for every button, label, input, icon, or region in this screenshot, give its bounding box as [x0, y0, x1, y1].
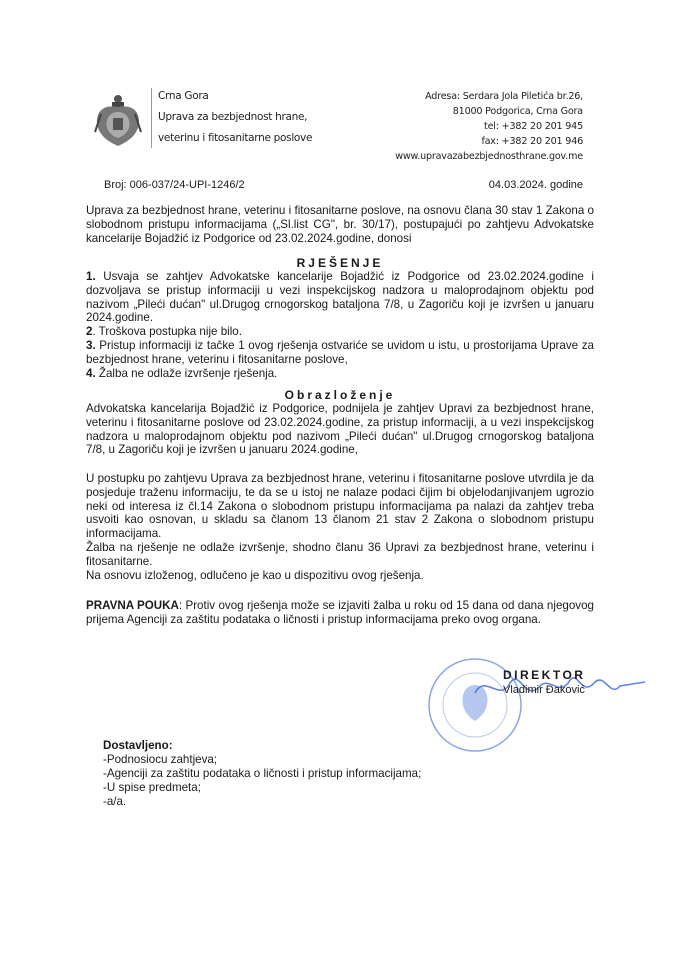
delivery-list [103, 739, 421, 809]
item-number: 3. [86, 338, 96, 352]
organization-name [158, 86, 312, 149]
delivery-item: -U spise predmeta; [103, 781, 201, 794]
decision-item [86, 325, 594, 339]
delivery-item: -Podnosiocu zahtjeva; [103, 753, 218, 766]
header-divider [151, 88, 152, 148]
delivery-item: -Agenciji za zaštitu podataka o ličnosti i pristup informacijama; [103, 767, 422, 780]
address-line: Adresa: Serdara Jola Piletića br.26, [425, 91, 583, 102]
item-text: Usvaja se zahtjev Advokatske kancelarije Bojadžić iz Podgorice od 23.02.2024.godine i dozvoljava se pristup informaciji u vezi inspekcijskog nadzora u maloprodajnom objektu pod nazivom „Pileći dućan" ul.Drugog crnogorskog bataljona 7/8, u Zagoriču koji je izvršen u januaru 2024.godine. [86, 270, 594, 325]
item-number: 4. [86, 366, 96, 380]
reference-number: Broj: 006-037/24-UPI-1246/2 [104, 179, 245, 191]
reasoning-paragraph-1: Advokatska kancelarija Bojadžić iz Podgorice, podnijela je zahtjev Upravi za bezbjednost hrane, veterinu i fitosanitarne poslove od 23.02.2024.godine, za pristup informaciji, a u vezi inspekcijskog nadzora u maloprodajnom objektu pod nazivom „Pileći dućan" ul.Drugog crnogorskog bataljona 7/8, u Zagoriču koji je izvršen u januaru 2024.godine, [86, 402, 594, 457]
org-line: Uprava za bezbjednost hrane, [158, 111, 308, 123]
item-text: Žalba ne odlaže izvršenje rješenja. [95, 366, 278, 380]
decision-item [86, 270, 594, 325]
intro-paragraph: Uprava za bezbjednost hrane, veterinu i fitosanitarne poslove, na osnovu člana 30 stav 1 Zakona o slobodnom pristupu informacijama („Sl.list CG", br. 30/17), postupajući po zahtjevu Advokatske kancelarije Bojadžić iz Podgorice od 23.02.2024.godine, donosi [86, 204, 594, 245]
item-text: Pristup informaciji iz tačke 1 ovog rješenja ostvariće se uvidom u istu, u prostorijama Uprave za bezbjednost hrane, veterinu i fitosanitarne poslove, [86, 338, 594, 366]
delivery-label: Dostavljeno: [103, 739, 173, 752]
decision-item [86, 339, 594, 367]
reasoning-paragraph-2: U postupku po zahtjevu Uprava za bezbjednost hrane, veterinu i fitosanitarne poslove utvrdila je da posjeduje traženu informaciju, te da se u istoj ne nalaze podaci čijim bi objelodanjivanjem ugrozio neki od interesa iz čl.14 Zakona o slobodnom pristupu informacijama pa nalazi da zahtjev treba usvoiti kao osnovan, u skladu sa članom 13 članom 21 stav 2 Zakona o slobodnom pristupu informacijama. [86, 472, 594, 541]
coat-of-arms-logo [93, 92, 143, 150]
legal-notice-text: : Protiv ovog rješenja može se izjaviti žalba u roku od 15 dana od dana njegovog prijema Agenciji za zaštitu podataka o ličnosti i pristup informacijama preko ovog organa. [86, 599, 594, 626]
delivery-item: -a/a. [103, 795, 127, 808]
legal-notice [86, 599, 594, 627]
reasoning-body [86, 472, 594, 582]
item-number: 1. [86, 270, 96, 283]
contact-address [395, 89, 583, 164]
fax: fax: +382 20 201 946 [481, 136, 583, 147]
org-line: veterinu i fitosanitarne poslove [158, 132, 313, 144]
decision-item [86, 367, 594, 381]
signatory-name: Vladimir Đaković [503, 684, 585, 696]
item-text: . Troškova postupka nije bilo. [92, 325, 242, 339]
reasoning-paragraph-3: Žalba na rješenje ne odlaže izvršenje, shodno članu 36 Upravi za bezbjednost hrane, veterinu i fitosanitarne. [86, 540, 594, 568]
decision-items [86, 270, 594, 380]
reasoning-paragraph-4: Na osnovu izloženog, odlučeno je kao u dispozitivu ovog rješenja. [86, 568, 424, 582]
org-line: Crna Gora [158, 90, 209, 102]
document-date: 04.03.2024. godine [488, 179, 583, 191]
phone: tel: +382 20 201 945 [484, 121, 583, 132]
website-link[interactable]: www.upravazabezbjednosthrane.gov.me [395, 151, 583, 162]
signatory-role: DIREKTOR [503, 668, 586, 682]
address-line: 81000 Podgorica, Crna Gora [452, 106, 583, 117]
reasoning-title: Obrazloženje [284, 388, 396, 402]
decision-title: RJEŠENJE [296, 256, 384, 270]
legal-notice-label: PRAVNA POUKA [86, 599, 179, 612]
item-number: 2 [86, 325, 93, 339]
